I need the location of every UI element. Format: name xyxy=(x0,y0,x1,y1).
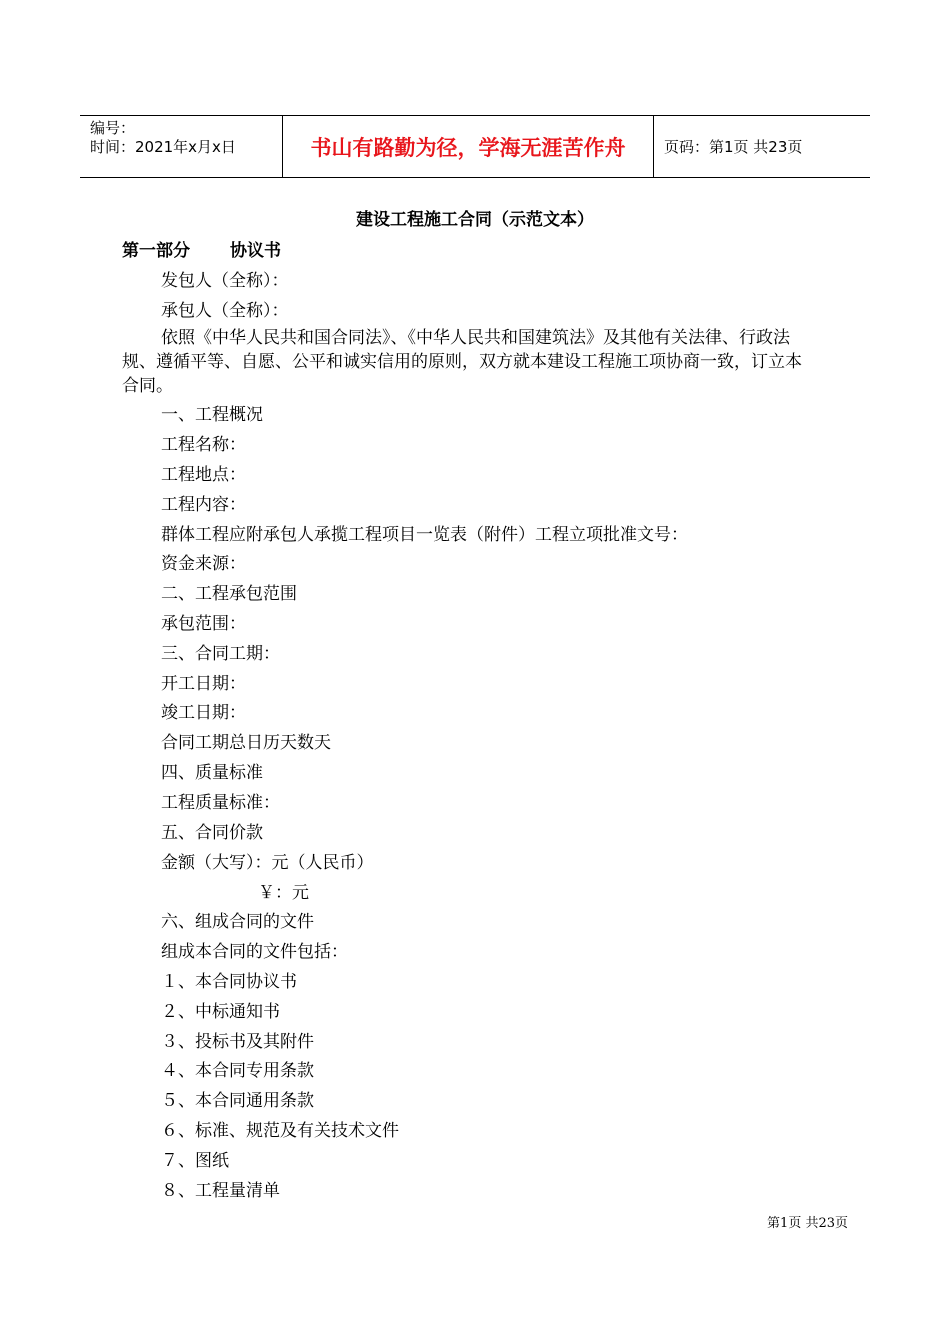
doc-item-4: ４、本合同专用条款 xyxy=(161,1061,314,1081)
part-heading xyxy=(122,236,281,261)
time-label: 时间：2021年x月x日 xyxy=(90,138,236,156)
preamble-paragraph: 依照《中华人民共和国合同法》、《中华人民共和国建筑法》及其他有关法律、行政法规、遵循平等、自愿、公平和诚实信用的原则，双方就本建设工程施工项协商一致，订立本合同。 xyxy=(122,328,802,396)
project-content-line: 工程内容： xyxy=(161,495,246,515)
motto: 书山有路勤为径，学海无涯苦作舟 xyxy=(282,116,654,177)
amount-number-line: ￥：元 xyxy=(258,883,309,903)
duration-line: 合同工期总日历天数天 xyxy=(161,733,331,753)
header-table xyxy=(80,115,870,178)
doc-item-1: １、本合同协议书 xyxy=(161,972,297,992)
section-5-heading: 五、合同价款 xyxy=(161,823,263,843)
scope-line: 承包范围： xyxy=(161,614,246,634)
amount-words-line: 金额（大写）：元（人民币） xyxy=(161,853,374,873)
doc-item-3: ３、投标书及其附件 xyxy=(161,1032,314,1052)
section-6-heading: 六、组成合同的文件 xyxy=(161,912,314,932)
start-date-line: 开工日期： xyxy=(161,674,246,694)
part-name: 第一部分 xyxy=(122,241,190,261)
page-footer: 第1页 共23页 xyxy=(767,1216,848,1231)
group-project-line: 群体工程应附承包人承揽工程项目一览表（附件）工程立项批准文号： xyxy=(161,525,688,545)
page-label: 页码：第1页 共23页 xyxy=(664,138,803,156)
doc-item-7: ７、图纸 xyxy=(161,1151,229,1171)
section-1-heading: 一、工程概况 xyxy=(161,405,263,425)
part-title: 协议书 xyxy=(230,241,281,261)
section-4-heading: 四、质量标准 xyxy=(161,763,263,783)
docs-intro-line: 组成本合同的文件包括： xyxy=(161,942,348,962)
employer-line: 发包人（全称）： xyxy=(161,271,289,291)
doc-item-5: ５、本合同通用条款 xyxy=(161,1091,314,1111)
end-date-line: 竣工日期： xyxy=(161,703,246,723)
header-left-cell xyxy=(80,116,282,177)
section-3-heading: 三、合同工期： xyxy=(161,644,280,664)
quality-line: 工程质量标准： xyxy=(161,793,280,813)
contractor-line: 承包人（全称）： xyxy=(161,301,289,321)
project-name-line: 工程名称： xyxy=(161,435,246,455)
doc-item-6: ６、标准、规范及有关技术文件 xyxy=(161,1121,399,1141)
number-label: 编号： xyxy=(90,119,136,137)
project-location-line: 工程地点： xyxy=(161,465,246,485)
document-title: 建设工程施工合同（示范文本） xyxy=(356,210,594,230)
doc-item-8: ８、工程量清单 xyxy=(161,1181,280,1201)
doc-item-2: ２、中标通知书 xyxy=(161,1002,280,1022)
funding-line: 资金来源： xyxy=(161,554,246,574)
section-2-heading: 二、工程承包范围 xyxy=(161,584,297,604)
